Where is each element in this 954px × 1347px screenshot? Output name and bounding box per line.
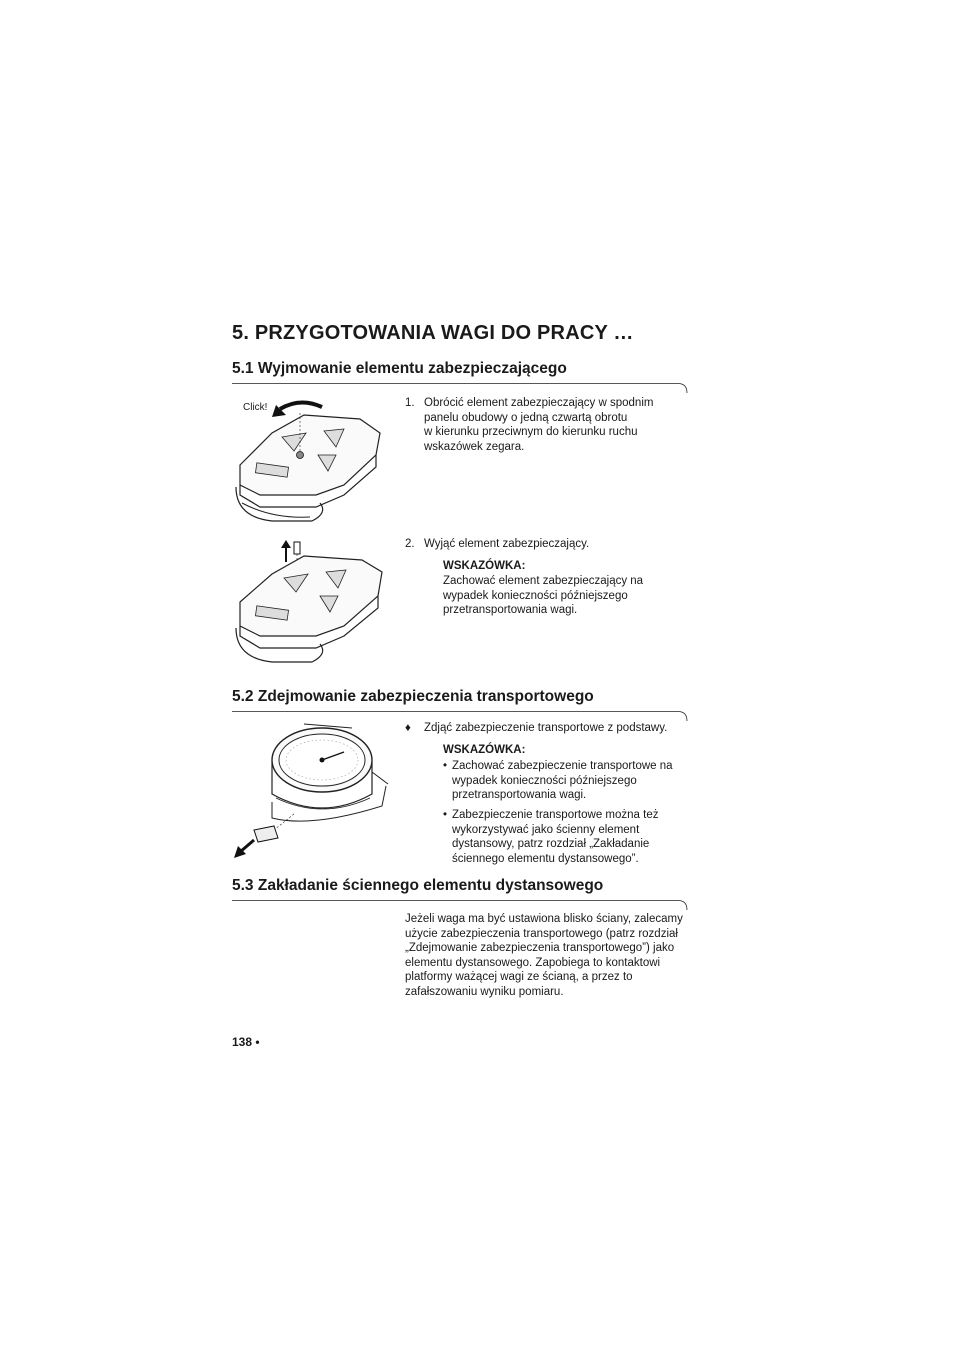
bullet-diamond-icon: ♦: [405, 722, 411, 734]
note-line: Zabezpieczenie transportowe można też: [452, 809, 659, 821]
step-1-text: [424, 396, 653, 454]
section-5-1-separator: [232, 383, 688, 395]
figure-rotate-lock: [232, 395, 392, 530]
note-line: Zachować element zabezpieczający na: [443, 575, 644, 587]
paragraph-line: użycie zabezpieczenia transportowego (patrz rozdział: [405, 927, 678, 940]
step-1-line: panelu obudowy o jedną czwartą obrotu: [424, 411, 628, 424]
section-5-3-paragraph: [405, 912, 683, 1000]
step-1-number: 1.: [405, 397, 415, 409]
note-5-2-item-2: [452, 808, 658, 866]
note-line: wypadek konieczności późniejszego: [443, 589, 628, 602]
scale-lock-removed-illustration: [232, 538, 392, 668]
step-2-text: Wyjąć element zabezpieczający.: [424, 538, 590, 550]
note-line: przetransportowania wagi.: [443, 604, 578, 617]
step-1-line: Obrócić element zabezpieczający w spodnim: [424, 397, 654, 409]
step-1-line: wskazówek zegara.: [424, 440, 525, 453]
note-line: wykorzystywać jako ścienny element: [452, 823, 640, 836]
dial-scale-illustration: [232, 722, 392, 862]
chapter-title: 5. PRZYGOTOWANIA WAGI DO PRACY …: [232, 322, 634, 344]
note-5-2-bullet-icon: •: [443, 760, 448, 772]
step-2-number: 2.: [405, 538, 415, 550]
section-5-3-separator: [232, 900, 688, 912]
paragraph-line: zafałszowaniu wyniku pomiaru.: [405, 985, 564, 998]
figure-transport-lock: [232, 722, 392, 862]
paragraph-line: „Zdejmowanie zabezpieczenia transportowego”) jako: [405, 942, 675, 955]
step-5-2-text: Zdjąć zabezpieczenie transportowe z podstawy.: [424, 722, 668, 734]
click-label: Click!: [243, 402, 268, 413]
note-5-2-item-1: [452, 759, 673, 803]
note-line: dystansowy, patrz rozdział „Zakładanie: [452, 838, 650, 851]
note-line: przetransportowania wagi.: [452, 789, 587, 802]
note-5-2-bullet-icon: •: [443, 809, 448, 821]
section-5-2-heading: 5.2 Zdejmowanie zabezpieczenia transportowego: [232, 688, 594, 705]
note-line: ściennego elementu dystansowego”.: [452, 852, 639, 865]
section-5-1-heading: 5.1 Wyjmowanie elementu zabezpieczającego: [232, 360, 567, 377]
paragraph-line: platformy ważącej wagi ze ścianą, a przez to: [405, 971, 633, 984]
note-5-1-text: [443, 574, 643, 618]
page-number: 138 •: [232, 1035, 260, 1049]
figure-remove-lock: [232, 538, 392, 668]
section-5-3-heading: 5.3 Zakładanie ściennego elementu dystansowego: [232, 877, 604, 894]
note-line: wypadek konieczności późniejszego: [452, 774, 637, 787]
step-1-line: w kierunku przeciwnym do kierunku ruchu: [424, 426, 638, 439]
note-line: Zachować zabezpieczenie transportowe na: [452, 760, 673, 772]
note-5-2-title: WSKAZÓWKA:: [443, 744, 526, 756]
note-5-1-title: WSKAZÓWKA:: [443, 560, 526, 572]
paragraph-line: elementu dystansowego. Zapobiega to kontaktowi: [405, 956, 661, 969]
paragraph-line: Jeżeli waga ma być ustawiona blisko ściany, zalecamy: [405, 913, 683, 925]
